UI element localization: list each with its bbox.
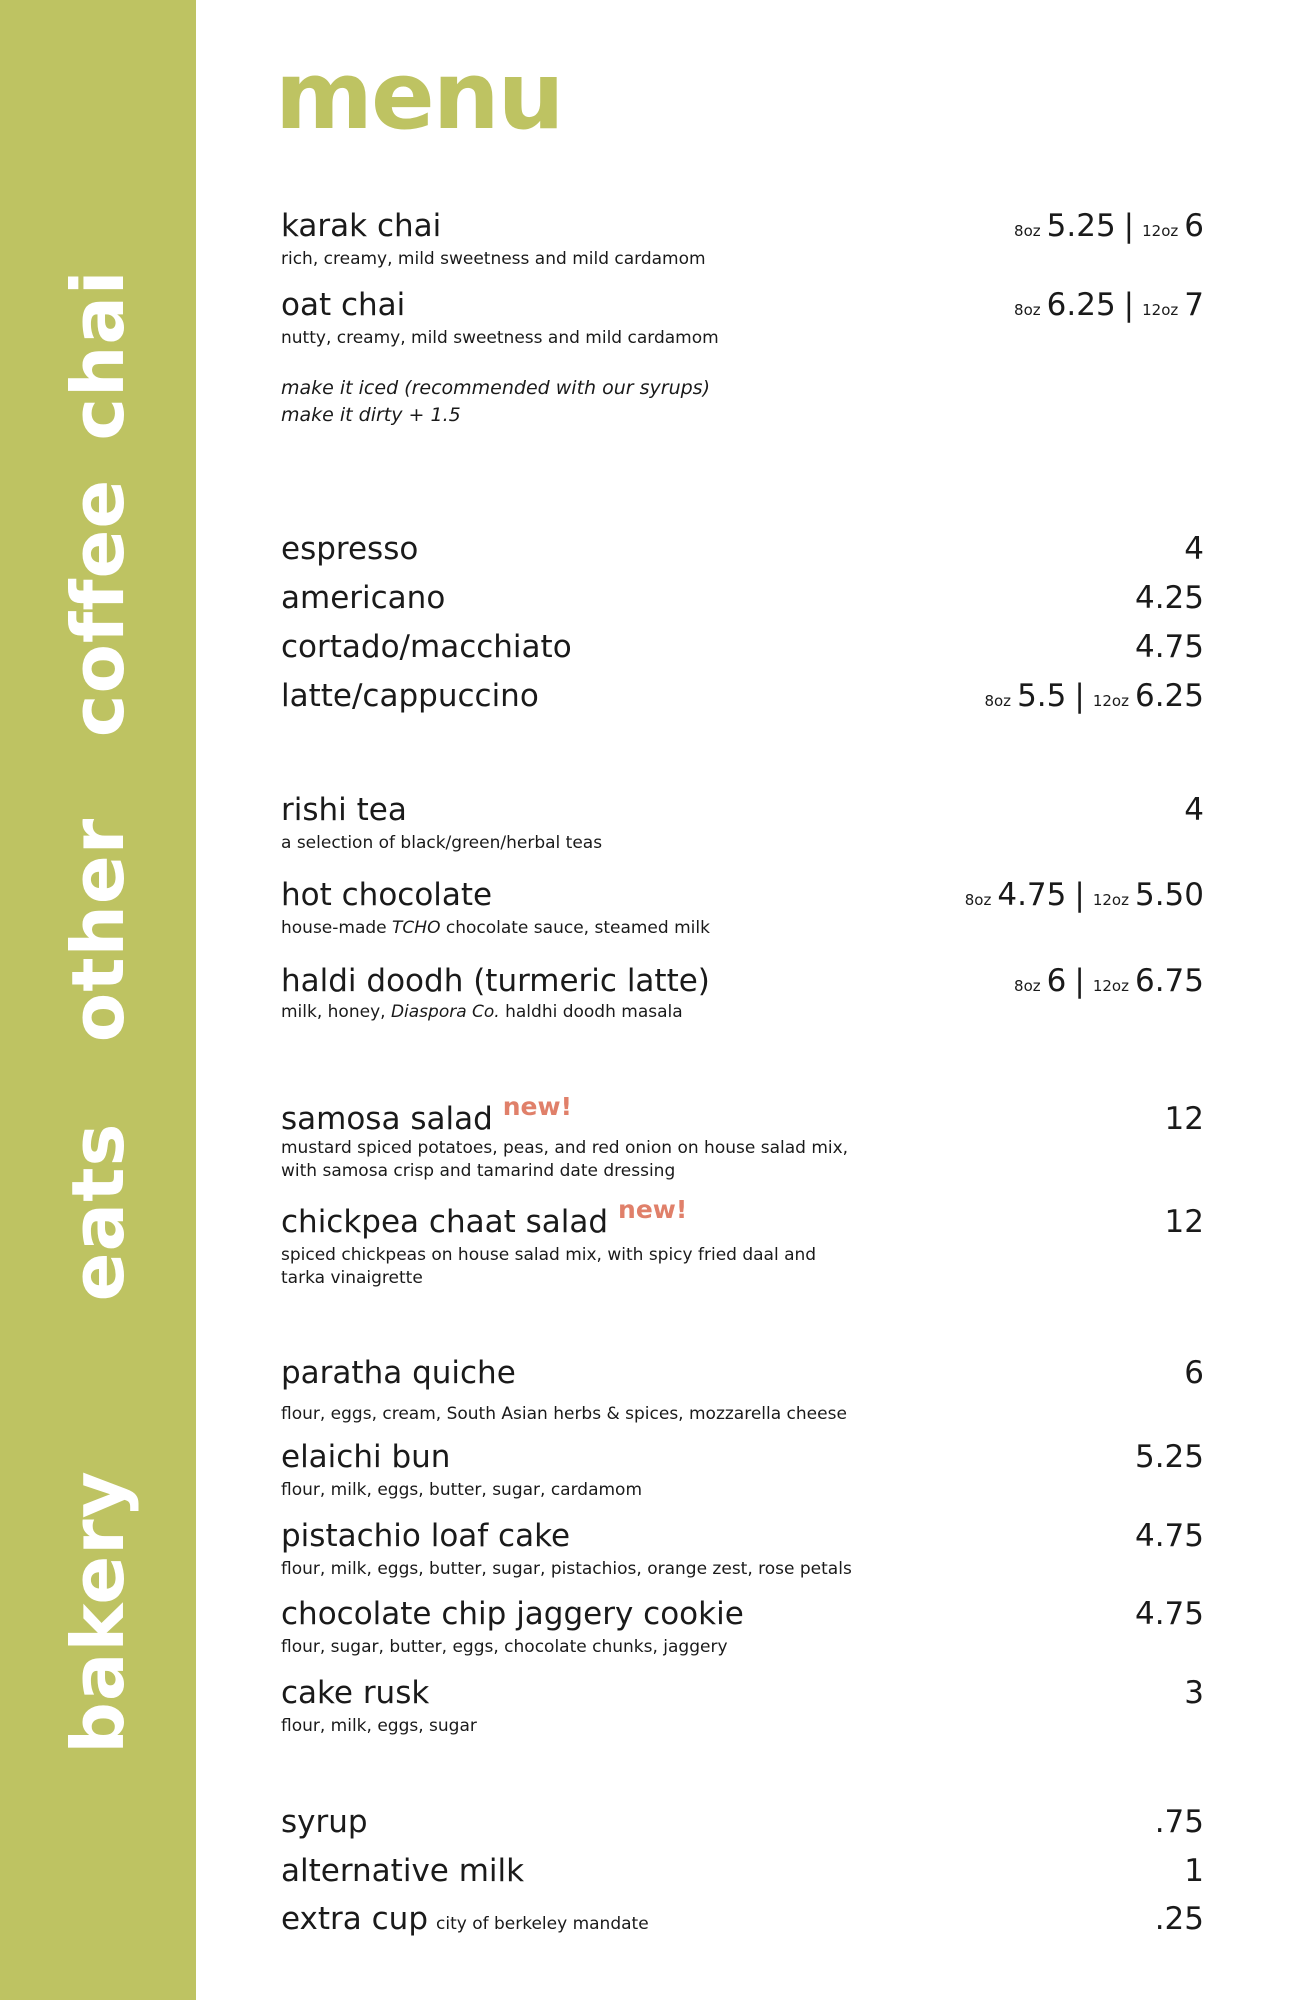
price-small: 5.25: [1046, 208, 1116, 244]
item-description: house-made TCHO chocolate sauce, steamed milk: [281, 918, 710, 938]
item-name: extra cup city of berkeley mandate: [281, 1901, 649, 1937]
item-price: 6: [1184, 1355, 1204, 1391]
item-name: syrup: [281, 1804, 368, 1840]
item-name: latte/cappuccino: [281, 678, 539, 714]
price-small: 5.5: [1017, 678, 1067, 714]
item-name: oat chai: [281, 287, 406, 323]
size-label: 12oz: [1092, 692, 1129, 710]
item-price: .75: [1154, 1804, 1204, 1840]
item-price: 12: [1164, 1101, 1204, 1137]
item-description: flour, milk, eggs, sugar: [281, 1716, 477, 1736]
item-description: rich, creamy, mild sweetness and mild cardamom: [281, 249, 706, 269]
section-label-coffee: coffee: [56, 478, 140, 738]
menu-item-chickpea-chaat-salad: [281, 1195, 1204, 1290]
item-note: city of berkeley mandate: [436, 1914, 649, 1934]
menu-item-espresso: [281, 531, 1204, 567]
menu-item-cake-rusk: [281, 1675, 1204, 1738]
new-badge: new!: [618, 1195, 688, 1224]
price-separator: |: [1074, 963, 1085, 999]
note-dirty: make it dirty + 1.5: [281, 404, 461, 426]
item-name: chocolate chip jaggery cookie: [281, 1596, 744, 1632]
menu-item-rishi-tea: [281, 792, 1204, 855]
chai-notes: [281, 375, 1204, 429]
item-name: rishi tea: [281, 792, 407, 828]
item-description: milk, honey, Diaspora Co. haldhi doodh masala: [281, 1002, 683, 1022]
price-small: 6: [1046, 963, 1067, 999]
menu-item-extra-cup: [281, 1901, 1204, 1937]
note-iced: make it iced (recommended with our syrups): [281, 377, 710, 399]
item-description: flour, milk, eggs, butter, sugar, pistachios, orange zest, rose petals: [281, 1559, 852, 1579]
item-description: nutty, creamy, mild sweetness and mild cardamom: [281, 328, 719, 348]
item-price: 1: [1184, 1853, 1204, 1889]
item-price: [1014, 208, 1204, 244]
item-description-line2: tarka vinaigrette: [281, 1268, 423, 1288]
size-label: 8oz: [1014, 977, 1041, 995]
menu-item-chocolate-chip-jaggery-cookie: [281, 1596, 1204, 1659]
size-label: 12oz: [1092, 977, 1129, 995]
item-name: paratha quiche: [281, 1355, 516, 1391]
menu-item-cortado-macchiato: [281, 629, 1204, 665]
price-large: 6.75: [1134, 963, 1204, 999]
item-price: 4.75: [1134, 1518, 1204, 1554]
size-label: 8oz: [964, 891, 992, 909]
item-price: [964, 877, 1204, 913]
price-separator: |: [1074, 877, 1085, 913]
price-large: 5.50: [1134, 877, 1204, 913]
size-label: 12oz: [1142, 222, 1179, 240]
size-label: 8oz: [1014, 222, 1041, 240]
menu-item-pistachio-loaf-cake: [281, 1518, 1204, 1581]
item-description: flour, milk, eggs, butter, sugar, cardamom: [281, 1480, 643, 1500]
price-small: 6.25: [1046, 287, 1116, 323]
menu-item-karak-chai: [281, 208, 1204, 271]
item-name: haldi doodh (turmeric latte): [281, 963, 710, 999]
size-label: 8oz: [1014, 301, 1041, 319]
menu-item-syrup: [281, 1804, 1204, 1840]
menu-item-americano: [281, 580, 1204, 616]
item-description-line2: with samosa crisp and tamarind date dressing: [281, 1161, 676, 1181]
size-label: 12oz: [1142, 301, 1179, 319]
menu-title: menu: [275, 42, 563, 151]
item-price: .25: [1154, 1901, 1204, 1937]
item-price: 12: [1164, 1204, 1204, 1240]
item-name: alternative milk: [281, 1853, 525, 1889]
menu-item-hot-chocolate: [281, 877, 1204, 940]
item-price: [1014, 287, 1204, 323]
item-price: [1014, 963, 1204, 999]
menu-item-oat-chai: [281, 287, 1204, 350]
price-small: 4.75: [997, 877, 1067, 913]
price-separator: |: [1123, 287, 1135, 323]
menu-item-haldi-doodh: [281, 963, 1204, 1024]
menu-item-elaichi-bun: [281, 1439, 1204, 1502]
item-name: americano: [281, 580, 446, 616]
menu-item-paratha-quiche: [281, 1355, 1204, 1426]
item-description-line1: mustard spiced potatoes, peas, and red onion on house salad mix,: [281, 1138, 849, 1158]
item-description-line1: spiced chickpeas on house salad mix, with spicy fried daal and: [281, 1245, 817, 1265]
item-name: samosa salad $^{new!}$: [281, 1092, 573, 1137]
item-price: [984, 678, 1204, 714]
menu-item-alternative-milk: [281, 1853, 1204, 1889]
item-price: 3: [1184, 1675, 1204, 1711]
item-name: espresso: [281, 531, 419, 567]
item-price: 4.25: [1134, 580, 1204, 616]
brand-name: Diaspora Co.: [390, 1002, 500, 1022]
size-label: 12oz: [1092, 891, 1129, 909]
section-label-bakery: bakery: [56, 1470, 140, 1754]
price-large: 7: [1184, 287, 1204, 323]
sidebar: [0, 0, 196, 2000]
item-price: 4.75: [1134, 1596, 1204, 1632]
menu-item-samosa-salad: [281, 1092, 1204, 1183]
item-description: flour, eggs, cream, South Asian herbs & spices, mozzarella cheese: [281, 1404, 847, 1424]
item-name: karak chai: [281, 208, 442, 244]
price-large: 6: [1184, 208, 1204, 244]
price-large: 6.25: [1134, 678, 1204, 714]
price-separator: |: [1123, 208, 1135, 244]
section-label-chai: chai: [56, 269, 140, 441]
brand-name: TCHO: [392, 918, 441, 938]
item-name: chickpea chaat salad $^{new!}$: [281, 1195, 688, 1240]
section-label-other: other: [56, 817, 140, 1043]
item-name: hot chocolate: [281, 877, 493, 913]
size-label: 8oz: [984, 692, 1012, 710]
item-name: cake rusk: [281, 1675, 430, 1711]
section-label-eats: eats: [56, 1122, 140, 1302]
item-price: 4: [1184, 792, 1204, 828]
menu-item-latte-cappuccino: [281, 678, 1204, 714]
item-name: pistachio loaf cake: [281, 1518, 571, 1554]
item-description: flour, sugar, butter, eggs, chocolate chunks, jaggery: [281, 1637, 728, 1657]
item-price: 5.25: [1134, 1439, 1204, 1475]
item-name: elaichi bun: [281, 1439, 451, 1475]
item-description: a selection of black/green/herbal teas: [281, 833, 603, 853]
item-name: cortado/macchiato: [281, 629, 572, 665]
new-badge: new!: [502, 1092, 573, 1121]
item-price: 4.75: [1134, 629, 1204, 665]
item-price: 4: [1184, 531, 1204, 567]
price-separator: |: [1074, 678, 1085, 714]
